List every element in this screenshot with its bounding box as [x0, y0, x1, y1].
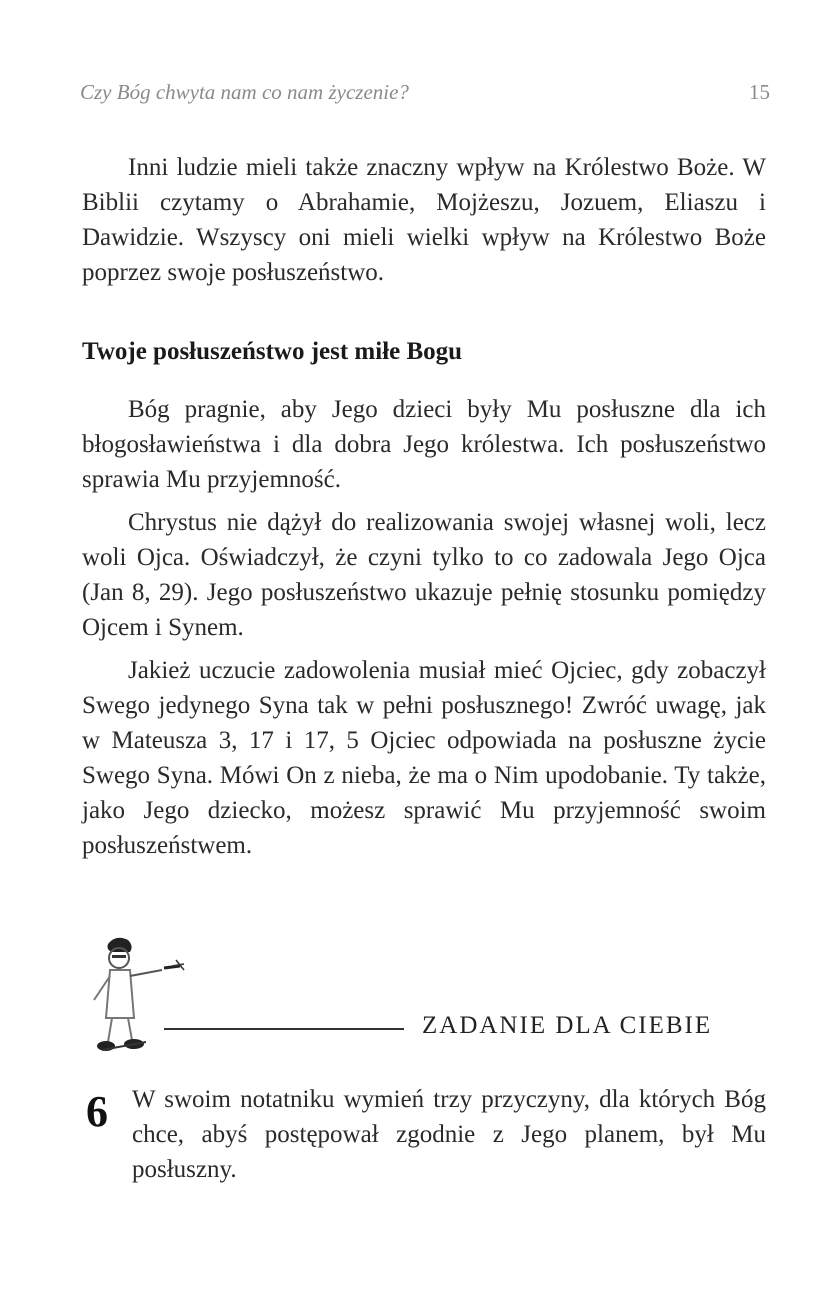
task-title: ZADANIE DLA CIEBIE	[422, 1012, 713, 1039]
paragraph: Jakież uczucie zadowolenia musiał mieć Ojciec, gdy zobaczył Swego jedynego Syna tak w pełni posłusznego! Zwróć uwagę, jak w Mateusza 3, 17 i 17, 5 Ojciec odpowiada na posłuszne życie Swego Syna. Mówi On z nieba, że ma o Nim upodobanie. Ty także, jako Jego dziecko, możesz sprawić Mu przyjemność swoim posłuszeństwem.	[82, 657, 766, 859]
paragraph: Bóg pragnie, aby Jego dzieci były Mu posłuszne dla ich błogosławieństwa i dla dobra Jego królestwa. Ich posłuszeństwo sprawia Mu przyjemność.	[82, 396, 766, 493]
running-title: Czy Bóg chwyta nam co nam życzenie?	[80, 80, 409, 104]
running-header	[80, 80, 770, 105]
section-heading: Twoje posłuszeństwo jest miłe Bogu	[82, 338, 463, 365]
task-divider	[164, 1028, 404, 1030]
task-text: W swoim notatniku wymień trzy przyczyny, dla których Bóg chce, abyś postępował zgodnie z Jego planem, był Mu posłuszny.	[132, 1086, 766, 1183]
paragraph: Chrystus nie dążył do realizowania swojej własnej woli, lecz woli Ojca. Oświadczył, że czyni tylko to co zadowala Jego Ojca (Jan 8, 29). Jego posłuszeństwo ukazuje pełnię stosunku pomiędzy Ojcem i Synem.	[82, 509, 766, 641]
page-number: 15	[749, 80, 770, 104]
section-text	[82, 392, 766, 863]
intro-text	[82, 150, 766, 290]
paragraph: Inni ludzie mieli także znaczny wpływ na Królestwo Boże. W Biblii czytamy o Abrahamie, Mojżeszu, Jozuem, Eliaszu i Dawidzie. Wszyscy oni mieli wielki wpływ na Królestwo Boże poprzez swoje posłuszeństwo.	[82, 154, 766, 286]
task-number: 6	[86, 1087, 108, 1136]
student-writing-icon	[72, 930, 202, 1060]
